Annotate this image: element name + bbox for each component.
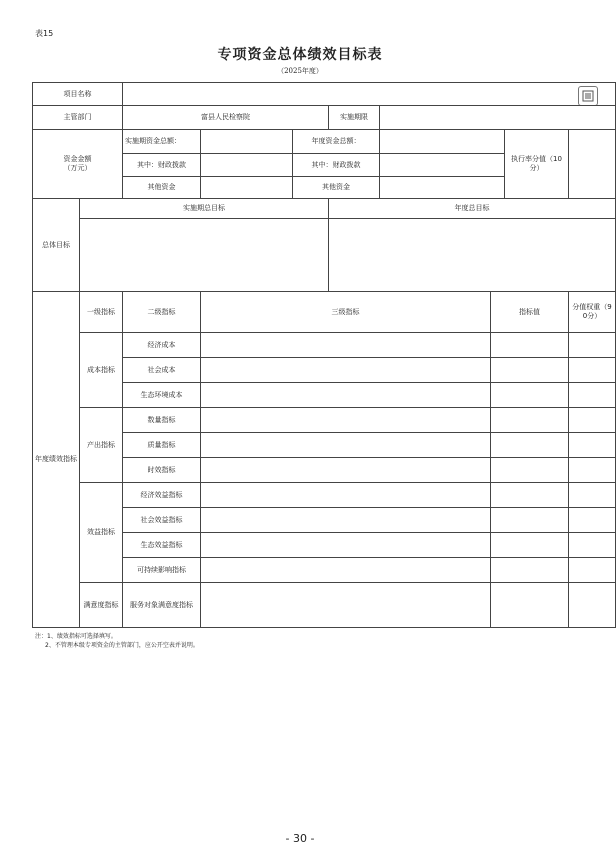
level2-item: 质量指标 — [123, 433, 201, 458]
level2-item: 生态效益指标 — [123, 533, 201, 558]
other-annual-value[interactable] — [380, 177, 505, 199]
indicator-value-cell[interactable] — [491, 483, 569, 508]
table-number: 表15 — [35, 29, 54, 38]
level3-cell[interactable] — [201, 508, 491, 533]
indicator-value-cell[interactable] — [491, 358, 569, 383]
other-annual-label: 其他资金 — [293, 177, 380, 199]
level1-cost: 成本指标 — [80, 333, 123, 408]
weight-header: 分值权重（90分） — [569, 292, 616, 333]
weight-cell[interactable] — [569, 383, 616, 408]
other-impl-value[interactable] — [201, 177, 293, 199]
level2-item: 社会效益指标 — [123, 508, 201, 533]
weight-cell[interactable] — [569, 583, 616, 628]
overall-goal-label: 总体目标 — [33, 199, 80, 292]
performance-target-table — [32, 82, 616, 628]
weight-cell[interactable] — [569, 358, 616, 383]
notes — [35, 633, 199, 650]
level3-cell[interactable] — [201, 333, 491, 358]
note-1: 注：1、绩效指标可选择填写。 — [35, 633, 117, 640]
indicator-value-cell[interactable] — [491, 508, 569, 533]
other-impl-label: 其他资金 — [123, 177, 201, 199]
annual-indicator-label: 年度绩效指标 — [33, 292, 80, 628]
period-label: 实施期限 — [329, 106, 380, 130]
total-impl-value[interactable] — [201, 130, 293, 154]
level3-cell[interactable] — [201, 583, 491, 628]
indicator-value-header: 指标值 — [491, 292, 569, 333]
project-name-label: 项目名称 — [33, 83, 123, 106]
level2-item: 服务对象满意度指标 — [123, 583, 201, 628]
indicator-value-cell[interactable] — [491, 433, 569, 458]
fiscal-annual-value[interactable] — [380, 154, 505, 177]
weight-cell[interactable] — [569, 433, 616, 458]
annual-goal-value[interactable] — [329, 219, 616, 292]
note-2: 2、不管理本级专项资金的主管部门，应公开空表并说明。 — [45, 641, 199, 649]
exec-rate-label: 执行率分值（10分） — [505, 130, 569, 199]
weight-cell[interactable] — [569, 483, 616, 508]
period-value[interactable] — [380, 106, 616, 130]
level1-output: 产出指标 — [80, 408, 123, 483]
total-impl-label: 实施期资金总额： — [123, 130, 201, 154]
weight-cell[interactable] — [569, 458, 616, 483]
page-number: - 30 - — [285, 832, 315, 845]
level3-cell[interactable] — [201, 358, 491, 383]
indicator-value-cell[interactable] — [491, 533, 569, 558]
year-subtitle: （2025年度） — [277, 67, 323, 75]
indicator-value-cell[interactable] — [491, 583, 569, 628]
annual-total-value[interactable] — [380, 130, 505, 154]
weight-cell[interactable] — [569, 508, 616, 533]
weight-cell[interactable] — [569, 333, 616, 358]
fiscal-annual-label: 其中：财政拨款 — [293, 154, 380, 177]
weight-cell[interactable] — [569, 408, 616, 433]
level3-cell[interactable] — [201, 383, 491, 408]
indicator-value-cell[interactable] — [491, 383, 569, 408]
level1-benefit: 效益指标 — [80, 483, 123, 583]
annual-total-label: 年度资金总额： — [293, 130, 380, 154]
page-title: 专项资金总体绩效目标表 — [217, 47, 383, 63]
level3-header: 三级指标 — [201, 292, 491, 333]
dept-value: 富县人民检察院 — [123, 106, 329, 130]
level2-item: 时效指标 — [123, 458, 201, 483]
indicator-value-cell[interactable] — [491, 458, 569, 483]
fiscal-impl-label: 其中：财政拨款 — [123, 154, 201, 177]
level3-cell[interactable] — [201, 483, 491, 508]
indicator-value-cell[interactable] — [491, 408, 569, 433]
level3-cell[interactable] — [201, 458, 491, 483]
level3-cell[interactable] — [201, 558, 491, 583]
level1-satisfaction: 满意度指标 — [80, 583, 123, 628]
impl-goal-value[interactable] — [80, 219, 329, 292]
indicator-value-cell[interactable] — [491, 333, 569, 358]
exec-rate-value[interactable] — [569, 130, 616, 199]
level1-header: 一级指标 — [80, 292, 123, 333]
fiscal-impl-value[interactable] — [201, 154, 293, 177]
level2-item: 生态环境成本 — [123, 383, 201, 408]
level3-cell[interactable] — [201, 433, 491, 458]
level2-item: 数量指标 — [123, 408, 201, 433]
weight-cell[interactable] — [569, 558, 616, 583]
level2-item: 社会成本 — [123, 358, 201, 383]
level3-cell[interactable] — [201, 408, 491, 433]
level2-item: 经济效益指标 — [123, 483, 201, 508]
level2-item: 经济成本 — [123, 333, 201, 358]
level2-header: 二级指标 — [123, 292, 201, 333]
project-name-value[interactable] — [123, 83, 616, 106]
weight-cell[interactable] — [569, 533, 616, 558]
level3-cell[interactable] — [201, 533, 491, 558]
funds-label: 资金金额 （万元） — [33, 130, 123, 199]
impl-goal-label: 实施期总目标 — [80, 199, 329, 219]
indicator-value-cell[interactable] — [491, 558, 569, 583]
level2-item: 可持续影响指标 — [123, 558, 201, 583]
annual-goal-label: 年度总目标 — [329, 199, 616, 219]
dept-label: 主管部门 — [33, 106, 123, 130]
